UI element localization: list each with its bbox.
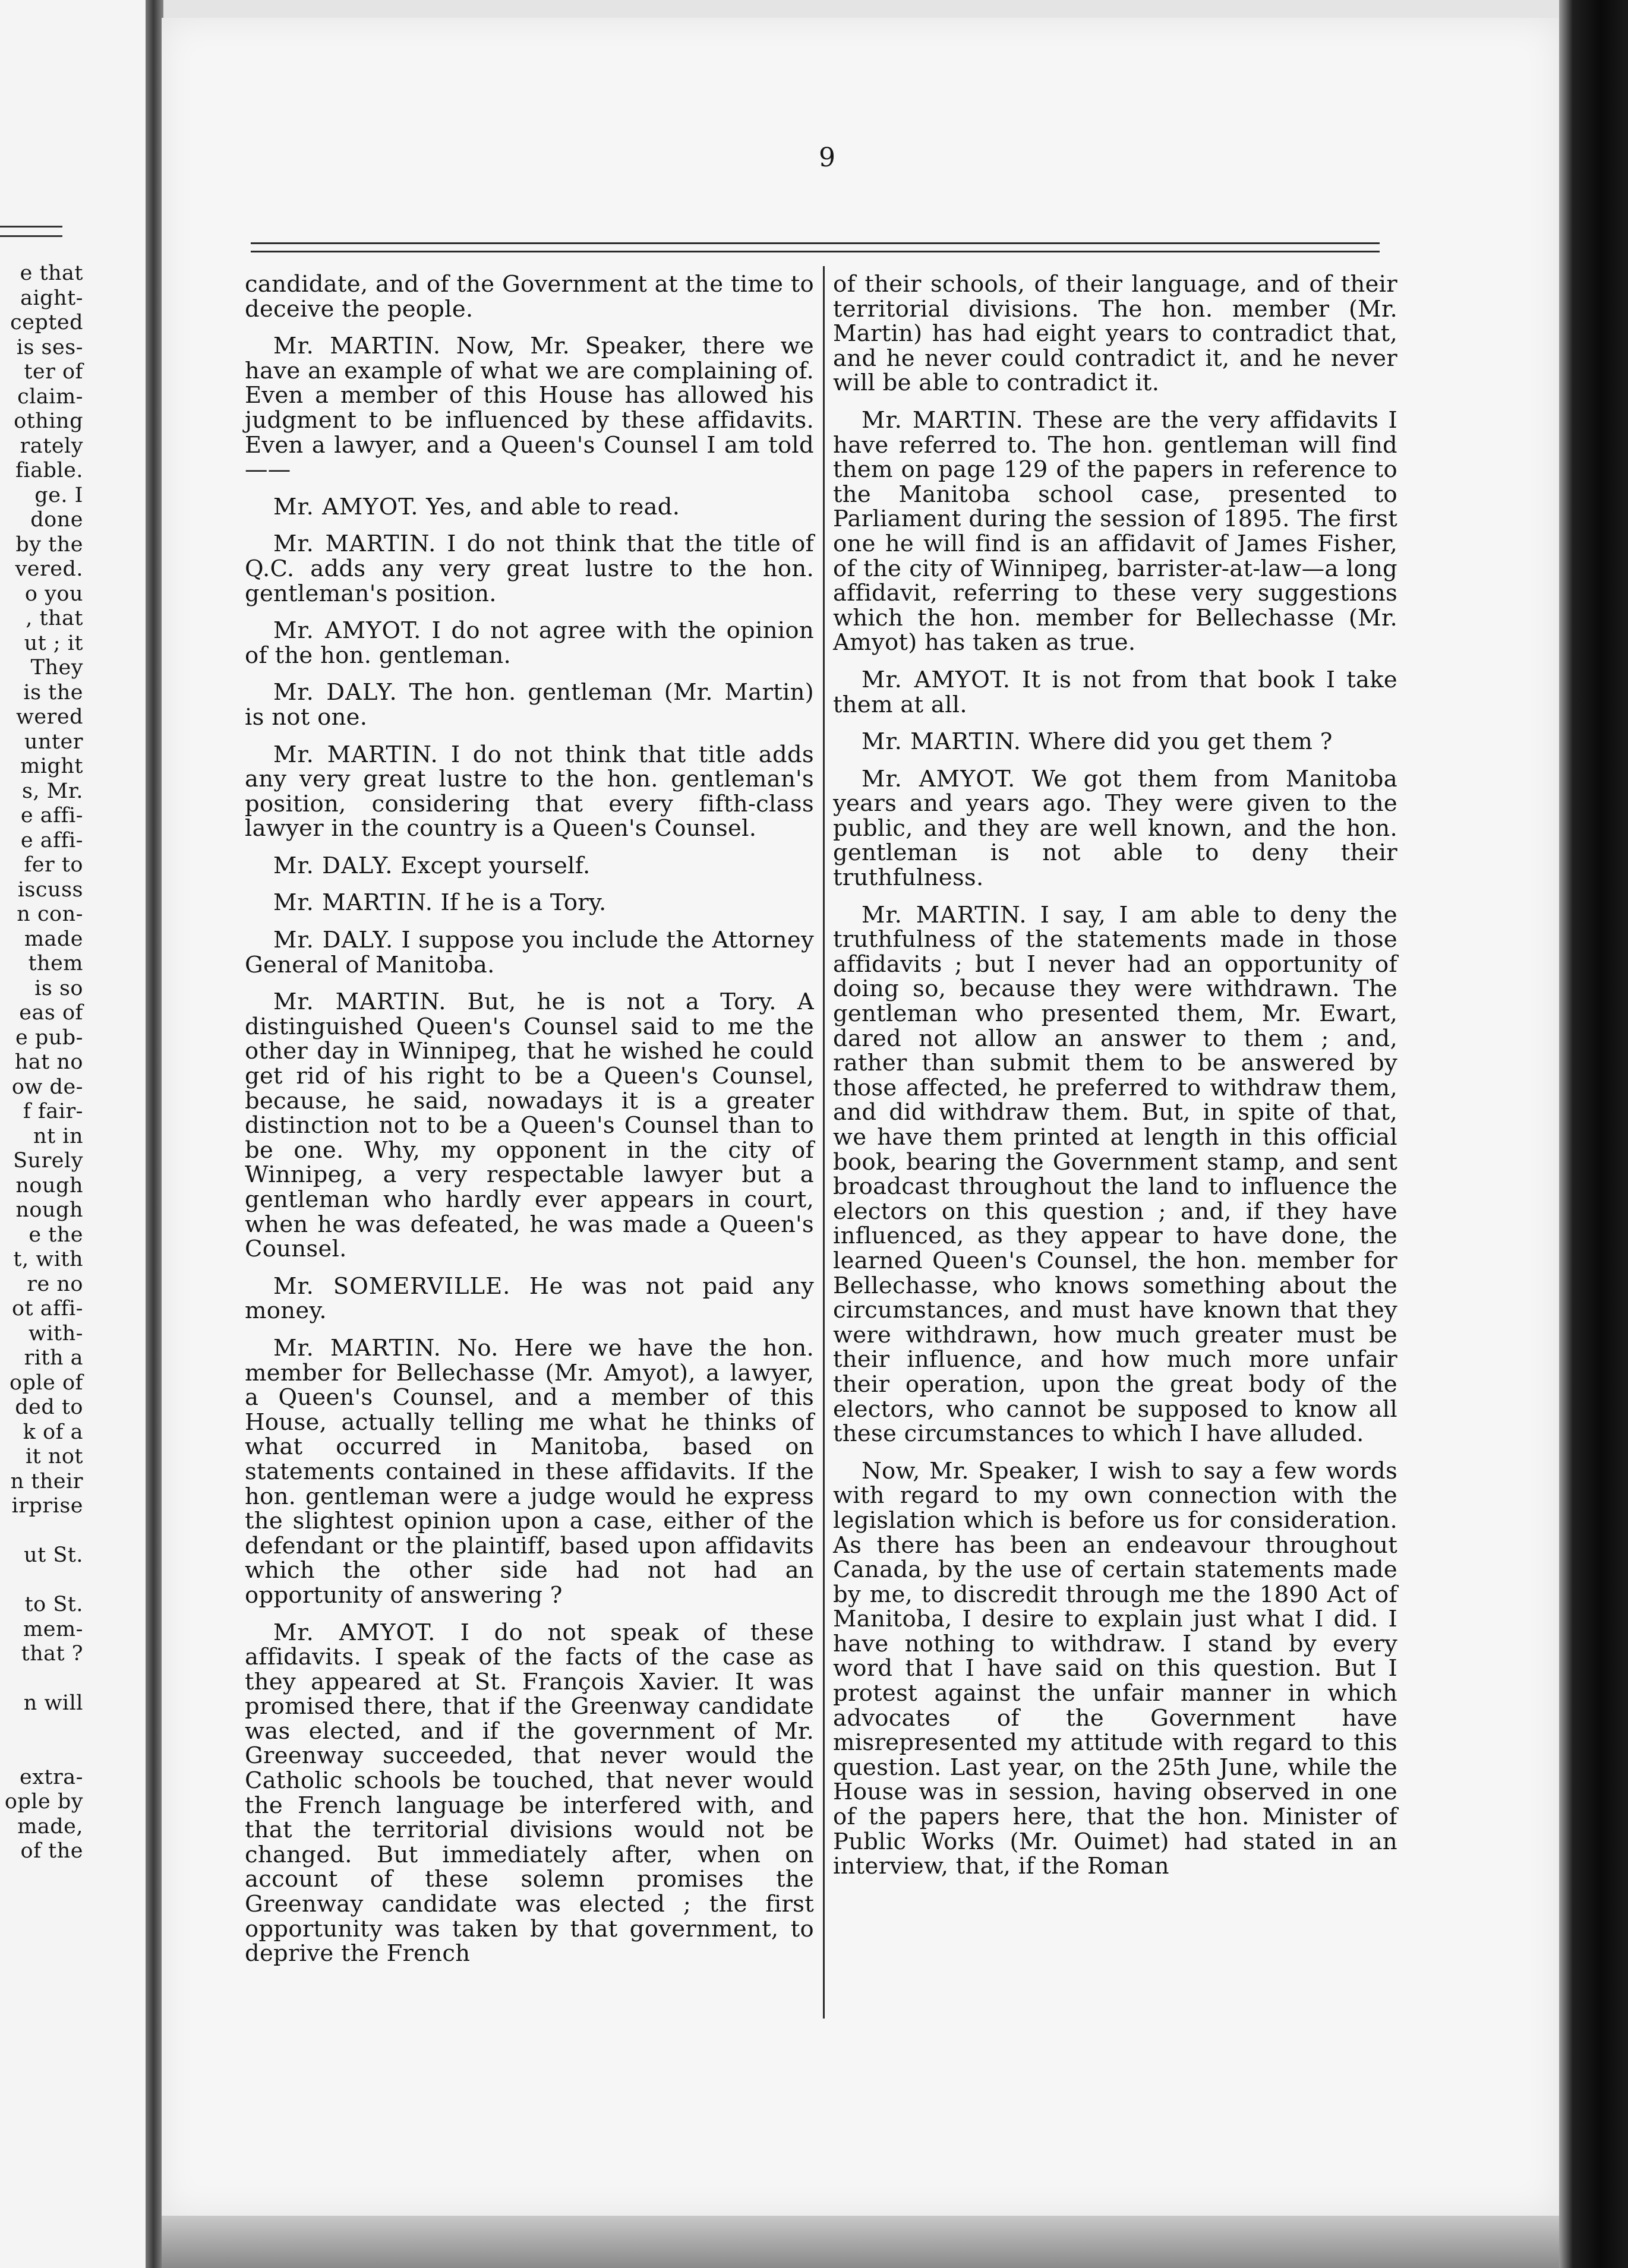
previous-page-fragment: n their: [10, 1469, 83, 1493]
previous-page-fragment: mem-: [23, 1617, 83, 1641]
speaker-name: Mr. MARTIN.: [273, 988, 447, 1016]
paragraph-text: Yes, and able to read.: [426, 493, 680, 520]
previous-page-fragment: vered.: [15, 557, 83, 581]
previous-page-fragment: nough: [15, 1173, 83, 1198]
speaker-name: Mr. DALY.: [273, 679, 397, 706]
speaker-name: Mr. AMYOT.: [862, 666, 1011, 693]
speech-paragraph: [245, 1336, 814, 1608]
previous-page-fragment: claim-: [17, 384, 83, 409]
speech-paragraph: [245, 618, 814, 668]
speaker-name: Mr. MARTIN.: [862, 406, 1024, 434]
continued-paragraph: [833, 272, 1397, 396]
previous-page-fragment: ut St.: [24, 1543, 83, 1567]
speech-paragraph: [245, 1621, 814, 1966]
previous-page-fragment: nough: [15, 1198, 83, 1222]
speech-paragraph: [245, 928, 814, 977]
speech-paragraph: [833, 767, 1397, 890]
previous-page-fragment: fiable.: [15, 459, 83, 482]
previous-page-fragment: is the: [23, 680, 83, 705]
book-edge-right: [1559, 0, 1628, 2268]
paragraph-text: These are the very affidavits I have referred to. The hon. gentleman will find them on page 129 of the papers in reference to the Manitoba school case, presented to Parliament during the session of 1895. The first one he will find is an affidavit of James Fisher, of the city of Winnipeg, barrister-at-law—a long affidavit, referring to these very suggestions which the hon. member for Bellechasse (Mr. Amyot) has taken as true.: [833, 406, 1397, 656]
previous-page-fragment: Surely: [13, 1149, 83, 1173]
speech-paragraph: [245, 1274, 814, 1323]
paragraph-text: candidate, and of the Government at the time to deceive the people.: [245, 271, 814, 323]
previous-page-strip: [0, 0, 153, 2268]
speech-paragraph: [245, 334, 814, 482]
previous-page-fragment: is ses-: [16, 335, 83, 359]
previous-page-fragment: othing: [14, 409, 83, 433]
previous-page-fragment: ople by: [4, 1790, 83, 1814]
previous-page-fragment: might: [20, 754, 83, 778]
paragraph-text: of their schools, of their language, and of their territorial divisions. The hon. member (Mr. Martin) has had eight years to contradict that, and he never could contradict it, and he never will be able to contradict it.: [833, 271, 1397, 397]
previous-page-fragment: ge. I: [34, 483, 83, 507]
speech-paragraph: [833, 668, 1397, 717]
previous-page-fragment: ded to: [15, 1395, 83, 1419]
previous-page-fragment: n con-: [17, 902, 83, 926]
paragraph-text: I do not speak of these affidavits. I speak of the facts of the case as they appeared at St. François Xavier. It was promised there, that if the Greenway candidate was elected, and if the government of Mr. Greenway succeeded, that never would the Catholic schools be touched, that never would the French language be interfered with, and that the territorial divisions would not be changed. But immediately after, when on account of these solemn promises the Greenway candidate was elected ; the first opportunity was taken by that government, to deprive the French: [245, 1619, 814, 1967]
previous-page-fragment: e affi-: [20, 828, 83, 852]
speaker-name: Mr. MARTIN.: [273, 333, 441, 360]
continued-paragraph: [245, 272, 814, 321]
speech-paragraph: [833, 408, 1397, 655]
previous-page-fragment: f fair-: [23, 1100, 83, 1123]
previous-page-fragment: wered: [15, 705, 83, 729]
paragraph-text: Where did you get them ?: [1028, 728, 1333, 756]
previous-page-fragment: ut ; it: [24, 631, 83, 655]
previous-page-fragment: rately: [20, 434, 83, 458]
previous-page-fragment: made,: [17, 1814, 83, 1839]
previous-page-fragment: unter: [24, 729, 83, 754]
speaker-name: Mr. DALY.: [273, 927, 394, 954]
paragraph-text: We got them from Manitoba years and years ago. They were given to the public, and they are well known, and the hon. gentleman is not able to deny their truthfulness.: [833, 765, 1397, 892]
right-column: [833, 272, 1397, 1891]
previous-page-fragment: extra-: [20, 1765, 83, 1789]
previous-page-fragment: them: [28, 952, 83, 975]
previous-page-fragment: to St.: [24, 1593, 83, 1616]
previous-page-rule: [0, 235, 62, 237]
paragraph-text: The hon. gentleman (Mr. Martin) is not one.: [245, 679, 815, 731]
speaker-name: Mr. MARTIN.: [273, 889, 433, 917]
previous-page-fragment: ot affi-: [11, 1297, 83, 1321]
header-rule: [251, 242, 1380, 244]
previous-page-fragment: e pub-: [15, 1025, 83, 1050]
previous-page-fragment: n will: [23, 1691, 83, 1715]
speech-paragraph: [245, 854, 814, 879]
paragraph-text: But, he is not a Tory. A distinguished Queen's Counsel said to me the other day in Winnipeg, that he wished he could get rid of his right to be a Queen's Counsel, because, he said, nowadays it is a greater distinction not to be a Queen's Counsel than to be one. Why, my opponent in the city of Winnipeg, a very respectable lawyer but a gentleman who hardly ever appears in court, when he was defeated, he was made a Queen's Counsel.: [245, 988, 814, 1263]
previous-page-fragment: ople of: [9, 1370, 83, 1395]
speaker-name: Mr. SOMERVILLE.: [273, 1272, 511, 1300]
speech-paragraph: [245, 890, 814, 915]
speaker-name: Mr. MARTIN.: [273, 741, 438, 768]
page-number: 9: [819, 143, 835, 173]
column-divider: [823, 266, 825, 2019]
previous-page-fragment: rith a: [24, 1346, 83, 1370]
paragraph-text: Now, Mr. Speaker, I wish to say a few words with regard to my own connection with the legislation which is before us for consideration. As there has been an endeavour throughout Canada, by the use of certain statements made by me, to discredit through me the 1890 Act of Manitoba, I desire to explain just what I did. I have nothing to withdraw. I stand by every word that I have said on this question. But I protest against the unfair manner in which advocates of the Government have misrepresented my attitude with regard to this question. Last year, on the 25th June, while the House was in session, having observed in one of the papers here, that the hon. Minister of Public Works (Mr. Ouimet) had stated in an interview, that, if the Roman: [833, 1457, 1397, 1880]
previous-page-fragment: with-: [28, 1321, 83, 1345]
header-rule: [251, 251, 1380, 252]
speech-paragraph: [833, 729, 1397, 754]
previous-page-fragment: e affi-: [20, 804, 83, 827]
previous-page-fragment: nt in: [33, 1124, 83, 1148]
speech-paragraph: [245, 532, 814, 606]
previous-page-fragment: of the: [20, 1839, 83, 1863]
speech-paragraph: [245, 990, 814, 1262]
previous-page-fragment: aight-: [20, 286, 83, 310]
previous-page-fragment: cepted: [10, 311, 83, 334]
previous-page-fragment: e the: [29, 1223, 83, 1247]
previous-page-fragment: , that: [26, 607, 83, 630]
speaker-name: Mr. MARTIN.: [862, 901, 1027, 928]
previous-page-fragment: hat no: [14, 1050, 83, 1074]
previous-page-fragment: re no: [27, 1272, 83, 1296]
paragraph-text: It is not from that book I take them at all.: [833, 666, 1397, 718]
book-gutter: [146, 0, 163, 2268]
previous-page-fragment: irprise: [11, 1494, 83, 1518]
paragraph-text: I do not agree with the opinion of the hon. gentleman.: [245, 617, 814, 669]
speaker-name: Mr. AMYOT.: [862, 765, 1016, 792]
previous-page-fragment: s, Mr.: [21, 779, 83, 803]
previous-page-fragment: done: [30, 508, 83, 532]
previous-page-fragment: They: [30, 656, 83, 680]
previous-page-fragment: fer to: [24, 853, 83, 877]
speaker-name: Mr. AMYOT.: [273, 617, 422, 645]
previous-page-fragment: by the: [15, 532, 83, 557]
speech-paragraph: [245, 495, 814, 520]
previous-page-fragment: made: [24, 927, 83, 951]
speaker-name: Mr. AMYOT.: [273, 1619, 436, 1646]
speech-paragraph: [833, 903, 1397, 1446]
paragraph-text: If he is a Tory.: [440, 889, 607, 917]
previous-page-fragment: e that: [20, 261, 83, 285]
previous-page-fragment: ter of: [24, 360, 83, 384]
speaker-name: Mr. MARTIN.: [273, 530, 437, 558]
paragraph-text: Except yourself.: [400, 852, 591, 879]
speaker-name: Mr. MARTIN.: [862, 728, 1021, 756]
previous-page-fragment: iscuss: [17, 877, 83, 902]
previous-page-rule: [0, 226, 62, 228]
previous-page-fragment: it not: [25, 1445, 83, 1468]
paragraph-text: I do not think that title adds any very great lustre to the hon. gentleman's position, considering that every fifth-class lawyer in the country is a Queen's Counsel.: [245, 741, 814, 842]
book-edge-bottom: [162, 2216, 1559, 2268]
previous-page-fragment: t, with: [13, 1247, 83, 1271]
paragraph-text: I suppose you include the Attorney General of Manitoba.: [245, 927, 814, 978]
speaker-name: Mr. AMYOT.: [273, 493, 419, 520]
paragraph-text: He was not paid any money.: [245, 1272, 814, 1325]
paragraph-text: I say, I am able to deny the truthfulness of the statements made in those affidavits ; but I never had an opportunity of doing so, because they were withdrawn. The gentleman who presented them, Mr. Ewart, dared not allow an answer to them ; and, rather than submit them to be answered by those affected, he preferred to withdraw them, and did withdraw them. But, in spite of that, we have them printed at length in this official book, bearing the Government stamp, and sent broadcast throughout the land to influence the electors on this question ; and, if they have influenced, as they appear to have done, the learned Queen's Counsel, the hon. member for Bellechasse, who knows something about the circumstances, and must have known that they were withdrawn, how much greater must be their influence, and how much more unfair their operation, upon the great body of the electors, who cannot be supposed to know all these circumstances to which I have alluded.: [833, 901, 1397, 1448]
left-column: [245, 272, 814, 1979]
paragraph-text: Now, Mr. Speaker, there we have an example of what we are complaining of. Even a member of this House has allowed his judgment to be influenced by these affidavits. Even a lawyer, and a Queen's Counsel I am told——: [245, 333, 814, 484]
previous-page-fragment: eas of: [19, 1001, 83, 1025]
previous-page-fragment: that ?: [21, 1642, 83, 1666]
speech-paragraph: [245, 743, 814, 841]
speaker-name: Mr. DALY.: [273, 852, 393, 879]
paragraph-text: No. Here we have the hon. member for Bellechasse (Mr. Amyot), a lawyer, a Queen's Counsel, and a member of this House, actually telling me what he thinks of what occurred in Manitoba, based on statements contained in these affidavits. If the hon. gentleman were a judge would he express the slightest opinion upon a case, either of the defendant or the plaintiff, based upon affidavits which the other side had not had an opportunity of answering ?: [245, 1334, 814, 1609]
paragraph: [833, 1459, 1397, 1879]
speaker-name: Mr. MARTIN.: [273, 1334, 441, 1362]
previous-page-fragment: ow de-: [11, 1075, 83, 1099]
previous-page-fragment: k of a: [23, 1420, 83, 1444]
previous-page-fragment: o you: [24, 582, 83, 606]
paragraph-text: I do not think that the title of Q.C. adds any very great lustre to the hon. gentleman's position.: [245, 530, 814, 607]
speech-paragraph: [245, 680, 814, 729]
previous-page-fragment: is so: [34, 976, 83, 1000]
